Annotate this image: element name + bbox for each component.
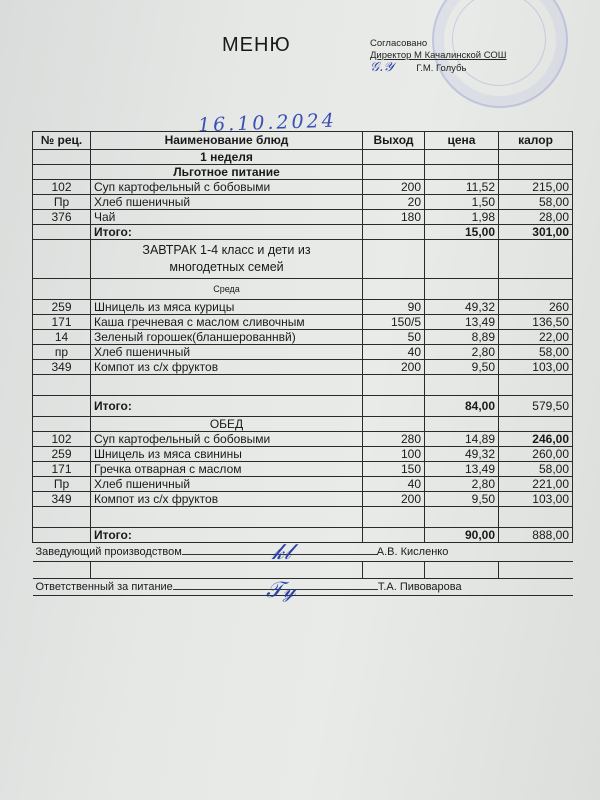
dish-calories: 28,00 xyxy=(499,210,573,225)
dish-calories: 58,00 xyxy=(499,345,573,360)
table-row xyxy=(33,477,573,492)
total-label: Итого: xyxy=(91,528,363,543)
menu-date: 16.10.2024 xyxy=(197,109,338,137)
table-row xyxy=(33,300,573,315)
recipe-number: 102 xyxy=(33,180,91,195)
table-row xyxy=(33,432,573,447)
approval-director: Директор М Качалинской СОШ xyxy=(370,50,507,61)
dish-price: 1,50 xyxy=(425,195,499,210)
recipe-number: 349 xyxy=(33,360,91,375)
table-row xyxy=(33,447,573,462)
dish-calories: 260 xyxy=(499,300,573,315)
total-calories: 579,50 xyxy=(499,396,573,417)
dish-calories: 58,00 xyxy=(499,195,573,210)
dish-price: 2,80 xyxy=(425,477,499,492)
dish-name: Компот из с/х фруктов xyxy=(91,360,363,375)
col-header-output: Выход xyxy=(363,132,425,150)
table-row xyxy=(33,330,573,345)
dish-price: 13,49 xyxy=(425,462,499,477)
dish-price: 13,49 xyxy=(425,315,499,330)
nutrition-responsible-label: Ответственный за питание xyxy=(35,581,173,593)
dish-output: 40 xyxy=(363,345,425,360)
dish-name: Компот из с/х фруктов xyxy=(91,492,363,507)
lunch-title: ОБЕД xyxy=(91,417,363,432)
dish-output: 20 xyxy=(363,195,425,210)
total-row xyxy=(33,225,573,240)
dish-calories: 103,00 xyxy=(499,492,573,507)
dish-price: 14,89 xyxy=(425,432,499,447)
recipe-number: 102 xyxy=(33,432,91,447)
dish-calories: 215,00 xyxy=(499,180,573,195)
dish-price: 9,50 xyxy=(425,360,499,375)
recipe-number: 259 xyxy=(33,447,91,462)
total-price: 90,00 xyxy=(425,528,499,543)
table-row xyxy=(33,180,573,195)
approval-block xyxy=(370,38,507,75)
dish-name: Суп картофельный с бобовыми xyxy=(91,180,363,195)
total-row xyxy=(33,528,573,543)
breakfast-title xyxy=(91,240,363,279)
director-signature: 𝒢.𝒴 xyxy=(370,60,394,75)
dish-name: Хлеб пшеничный xyxy=(91,345,363,360)
col-header-dish: Наименование блюд xyxy=(91,132,363,150)
breakfast-title-line1: ЗАВТРАК 1-4 класс и дети из xyxy=(142,243,311,257)
nutrition-signature-row xyxy=(33,579,573,596)
dish-name: Каша гречневая с маслом сливочным xyxy=(91,315,363,330)
approval-director-name: Г.М. Голубь xyxy=(416,63,467,74)
recipe-number: 171 xyxy=(33,462,91,477)
col-header-price: цена xyxy=(425,132,499,150)
approval-label: Согласовано xyxy=(370,38,428,49)
recipe-number: Пр xyxy=(33,477,91,492)
dish-price: 8,89 xyxy=(425,330,499,345)
dish-calories: 246,00 xyxy=(499,432,573,447)
dish-calories: 58,00 xyxy=(499,462,573,477)
dish-output: 150 xyxy=(363,462,425,477)
spacer-row xyxy=(33,562,573,579)
total-calories: 301,00 xyxy=(499,225,573,240)
nutrition-signature: 𝒯𝓎 xyxy=(266,578,296,603)
dish-output: 90 xyxy=(363,300,425,315)
dish-output: 200 xyxy=(363,492,425,507)
dish-output: 180 xyxy=(363,210,425,225)
recipe-number: 376 xyxy=(33,210,91,225)
production-manager-name: А.В. Кисленко xyxy=(376,546,449,558)
bottom-line-row xyxy=(33,596,573,603)
dish-name: Шницель из мяса свинины xyxy=(91,447,363,462)
recipe-number: 14 xyxy=(33,330,91,345)
dish-price: 1,98 xyxy=(425,210,499,225)
document-title: МЕНЮ xyxy=(222,34,291,56)
recipe-number: 349 xyxy=(33,492,91,507)
dish-calories: 221,00 xyxy=(499,477,573,492)
weekday-label: Среда xyxy=(91,279,363,300)
empty-row xyxy=(33,507,573,528)
recipe-number: 171 xyxy=(33,315,91,330)
dish-name: Чай xyxy=(91,210,363,225)
dish-price: 49,32 xyxy=(425,300,499,315)
dish-price: 49,32 xyxy=(425,447,499,462)
breakfast-title-line2: многодетных семей xyxy=(169,260,284,274)
dish-price: 2,80 xyxy=(425,345,499,360)
dish-output: 150/5 xyxy=(363,315,425,330)
recipe-number: Пр xyxy=(33,195,91,210)
recipe-number: пр xyxy=(33,345,91,360)
dish-calories: 22,00 xyxy=(499,330,573,345)
dish-name: Хлеб пшеничный xyxy=(91,477,363,492)
dish-output: 200 xyxy=(363,180,425,195)
table-row xyxy=(33,492,573,507)
category-row xyxy=(33,165,573,180)
dish-price: 9,50 xyxy=(425,492,499,507)
menu-table xyxy=(32,131,573,602)
dish-calories: 260,00 xyxy=(499,447,573,462)
dish-name: Хлеб пшеничный xyxy=(91,195,363,210)
empty-row xyxy=(33,375,573,396)
dish-output: 200 xyxy=(363,360,425,375)
total-price: 84,00 xyxy=(425,396,499,417)
category-label: Льготное питание xyxy=(91,165,363,180)
approval-signature-line xyxy=(370,62,507,75)
recipe-number: 259 xyxy=(33,300,91,315)
week-row xyxy=(33,150,573,165)
breakfast-title-row xyxy=(33,240,573,279)
dish-output: 50 xyxy=(363,330,425,345)
dish-name: Гречка отварная с маслом xyxy=(91,462,363,477)
lunch-title-row xyxy=(33,417,573,432)
dish-name: Суп картофельный с бобовыми xyxy=(91,432,363,447)
table-row xyxy=(33,345,573,360)
total-row xyxy=(33,396,573,417)
dish-calories: 136,50 xyxy=(499,315,573,330)
total-label: Итого: xyxy=(91,225,363,240)
col-header-recipe: № рец. xyxy=(33,132,91,150)
production-signature-row xyxy=(33,543,573,562)
nutrition-responsible-name: Т.А. Пивоварова xyxy=(377,581,462,593)
table-row xyxy=(33,360,573,375)
week-label: 1 неделя xyxy=(91,150,363,165)
production-signature: 𝓀𝓁 xyxy=(272,540,292,565)
dish-output: 40 xyxy=(363,477,425,492)
dish-price: 11,52 xyxy=(425,180,499,195)
table-row xyxy=(33,195,573,210)
dish-calories: 103,00 xyxy=(499,360,573,375)
weekday-row xyxy=(33,279,573,300)
table-row xyxy=(33,210,573,225)
dish-output: 100 xyxy=(363,447,425,462)
total-price: 15,00 xyxy=(425,225,499,240)
col-header-calories: калор xyxy=(499,132,573,150)
dish-name: Шницель из мяса курицы xyxy=(91,300,363,315)
dish-name: Зеленый горошек(бланшерованнвй) xyxy=(91,330,363,345)
dish-output: 280 xyxy=(363,432,425,447)
total-label: Итого: xyxy=(91,396,363,417)
production-manager-label: Заведующий производством xyxy=(35,546,182,558)
table-row xyxy=(33,315,573,330)
total-calories: 888,00 xyxy=(499,528,573,543)
table-row xyxy=(33,462,573,477)
table-header-row xyxy=(33,132,573,150)
